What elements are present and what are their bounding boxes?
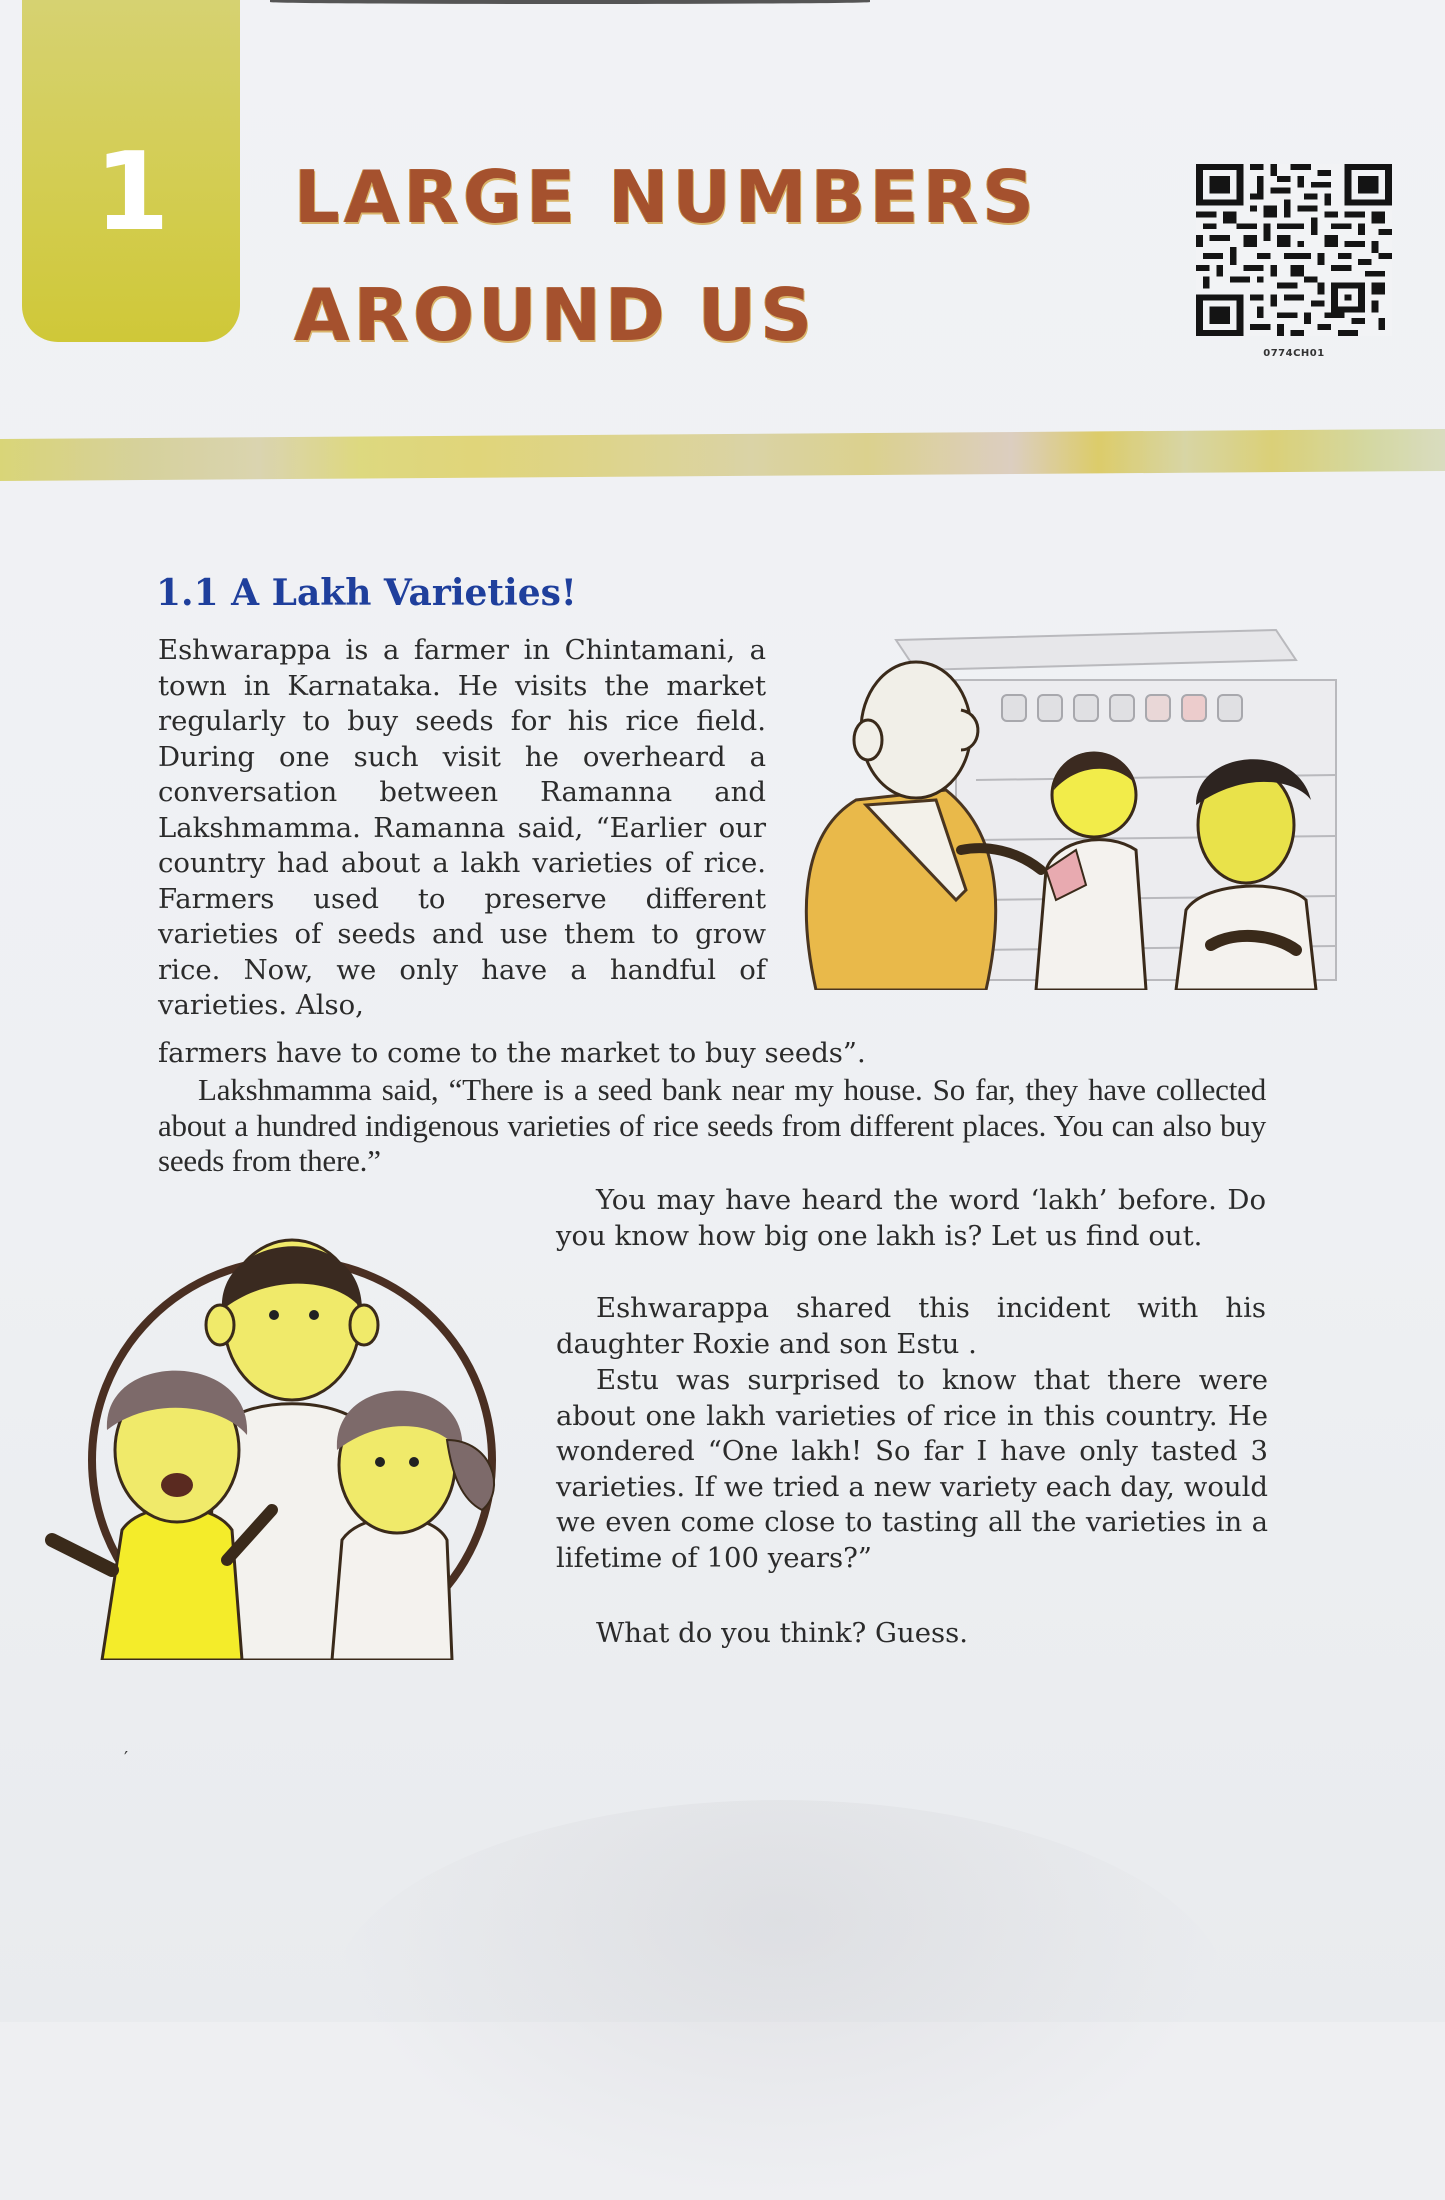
stray-print-mark: ′ <box>124 1748 129 1769</box>
chapter-number-tab <box>22 0 240 342</box>
paragraph-estu-wondered: Estu was surprised to know that there were about one lakh varieties of rice in this country. He wondered “One lakh! So far I have only tasted 3 varieties. If we tried a new variety each day, would we even come close to tasting all the varieties in a lifetime of 100 years?” <box>556 1364 1268 1574</box>
page-shadow <box>330 1800 1230 2200</box>
chapter-title <box>294 138 1038 374</box>
paragraph-shared-incident: Eshwarappa shared this incident with his daughter Roxie and son Estu . <box>556 1292 1266 1360</box>
chapter-title-line-1: LARGE NUMBERS <box>294 155 1039 239</box>
paragraph-lakshmamma-seed-bank: Lakshmamma said, “There is a seed bank near my house. So far, they have collected about a hundred indigenous varieties of rice seeds from different places. You can also buy seeds from there.” <box>158 1072 1266 1178</box>
qr-code-label: 0774CH01 <box>1263 348 1325 359</box>
chapter-number: 1 <box>94 130 168 255</box>
paragraph-eshwarappa-intro: Eshwarappa is a farmer in Chintamani, a town in Karnataka. He visits the market regularly to buy seeds for his rice field. During one such visit he overheard a conversation between Ramanna and Lakshmamma. Ramanna said, “Earlier our country had about a lakh varieties of rice. Farmers used to preserve different varieties of seeds and use them to grow rice. Now, we only have a handful of varieties. Also, <box>158 634 766 1021</box>
chapter-title-line-2: AROUND US <box>294 273 817 357</box>
qr-code-icon <box>1196 164 1392 336</box>
market-illustration <box>776 600 1356 990</box>
paragraph-eshwarappa-intro-end: farmers have to come to the market to buy seeds”. <box>158 1037 866 1069</box>
qr-code[interactable] <box>1196 164 1392 336</box>
page-top-edge <box>270 0 870 4</box>
section-heading: 1.1 A Lakh Varieties! <box>156 572 577 614</box>
decorative-divider-band <box>0 429 1445 481</box>
paragraph-lakh-question: You may have heard the word ‘lakh’ before. Do you know how big one lakh is? Let us find out. <box>556 1184 1266 1252</box>
family-illustration <box>42 1200 542 1660</box>
paragraph-guess-prompt: What do you think? Guess. <box>596 1617 968 1649</box>
